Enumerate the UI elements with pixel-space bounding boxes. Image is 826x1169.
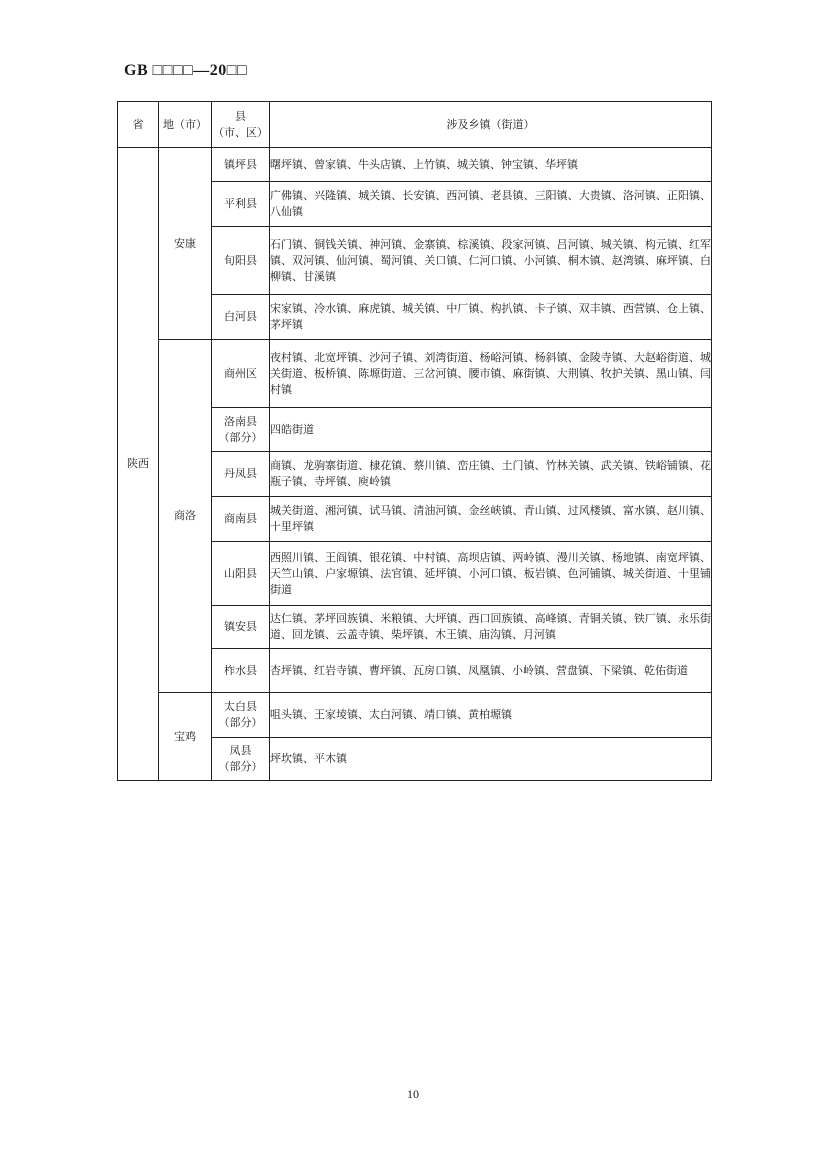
- county-cell: 商州区: [212, 340, 270, 408]
- towns-cell: 咀头镇、王家堎镇、太白河镇、靖口镇、黄柏塬镇: [270, 693, 712, 738]
- county-note: （部分）: [218, 430, 263, 444]
- region-table: [117, 101, 712, 781]
- towns-cell: 曙坪镇、曾家镇、牛头店镇、上竹镇、城关镇、钟宝镇、华坪镇: [270, 148, 712, 182]
- table-header-row: [118, 102, 712, 148]
- county-cell: [212, 738, 270, 781]
- county-name: 太白县: [224, 700, 257, 713]
- towns-cell: 城关街道、湘河镇、试马镇、清油河镇、金丝峡镇、青山镇、过风楼镇、富水镇、赵川镇、十里坪镇: [270, 497, 712, 542]
- column-header-province: 省: [118, 102, 159, 148]
- county-cell: [212, 693, 270, 738]
- county-name: 洛南县: [224, 414, 257, 428]
- column-header-county: [212, 102, 270, 148]
- county-cell: 柞水县: [212, 649, 270, 693]
- towns-cell: 石门镇、铜钱关镇、神河镇、金寨镇、棕溪镇、段家河镇、吕河镇、城关镇、构元镇、红军镇、双河镇、仙河镇、蜀河镇、关口镇、仁河口镇、小河镇、桐木镇、赵湾镇、麻坪镇、白柳镇、甘溪镇: [270, 227, 712, 295]
- towns-cell: 夜村镇、北宽坪镇、沙河子镇、刘湾街道、杨峪河镇、杨斜镇、金陵寺镇、大赵峪街道、城关街道、板桥镇、陈塬街道、三岔河镇、腰市镇、麻街镇、大荆镇、牧护关镇、黑山镇、闫村镇: [270, 340, 712, 408]
- county-name: 凤县: [229, 744, 252, 757]
- towns-cell: 坪坎镇、平木镇: [270, 738, 712, 781]
- table-row: [118, 148, 712, 182]
- standard-code-header: GB □□□□—20□□: [124, 62, 248, 79]
- towns-cell: 商镇、龙驹寨街道、棣花镇、蔡川镇、峦庄镇、土门镇、竹林关镇、武关镇、铁峪铺镇、花瓶子镇、寺坪镇、庾岭镇: [270, 452, 712, 497]
- county-cell: 旬阳县: [212, 227, 270, 295]
- column-header-towns: 涉及乡镇（街道）: [270, 102, 712, 148]
- county-cell: 丹凤县: [212, 452, 270, 497]
- column-header-county-line2: （市、区）: [213, 125, 268, 139]
- towns-cell: 四皓街道: [270, 408, 712, 452]
- county-cell: [212, 408, 270, 452]
- county-cell: 白河县: [212, 295, 270, 340]
- province-cell: 陕西: [118, 148, 159, 781]
- county-cell: 商南县: [212, 497, 270, 542]
- table-row: [118, 693, 712, 738]
- towns-cell: 杏坪镇、红岩寺镇、曹坪镇、瓦房口镇、凤凰镇、小岭镇、营盘镇、下梁镇、乾佑街道: [270, 649, 712, 693]
- table-row: [118, 340, 712, 408]
- page-number: 10: [407, 1087, 419, 1101]
- towns-cell: 宋家镇、冷水镇、麻虎镇、城关镇、中厂镇、构扒镇、卡子镇、双丰镇、西营镇、仓上镇、茅坪镇: [270, 295, 712, 340]
- county-cell: 山阳县: [212, 542, 270, 606]
- county-note: （部分）: [218, 760, 263, 773]
- prefecture-cell: 宝鸡: [159, 693, 212, 781]
- column-header-prefecture: 地（市）: [159, 102, 212, 148]
- column-header-county-line1: 县: [235, 109, 246, 123]
- county-cell: 镇坪县: [212, 148, 270, 182]
- prefecture-cell: 安康: [159, 148, 212, 340]
- towns-cell: 广佛镇、兴隆镇、城关镇、长安镇、西河镇、老县镇、三阳镇、大贵镇、洛河镇、正阳镇、八仙镇: [270, 182, 712, 227]
- county-cell: 镇安县: [212, 606, 270, 649]
- towns-cell: 西照川镇、王阎镇、银花镇、中村镇、高坝店镇、两岭镇、漫川关镇、杨地镇、南宽坪镇、天竺山镇、户家塬镇、法官镇、延坪镇、小河口镇、板岩镇、色河铺镇、城关街道、十里铺街道: [270, 542, 712, 606]
- county-note: （部分）: [218, 716, 263, 729]
- towns-cell: 达仁镇、茅坪回族镇、米粮镇、大坪镇、西口回族镇、高峰镇、青铜关镇、铁厂镇、永乐街道、回龙镇、云盖寺镇、柴坪镇、木王镇、庙沟镇、月河镇: [270, 606, 712, 649]
- county-cell: 平利县: [212, 182, 270, 227]
- prefecture-cell: 商洛: [159, 340, 212, 693]
